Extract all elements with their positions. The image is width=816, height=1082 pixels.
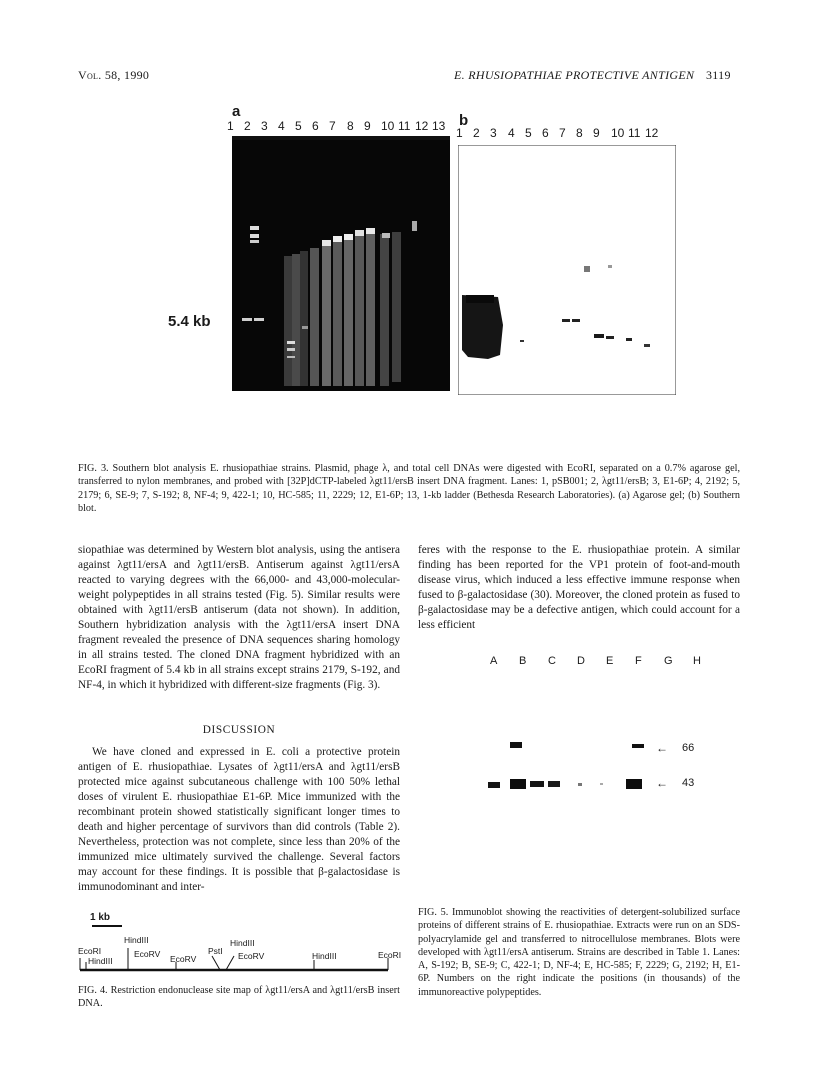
- fig3-agarose-gel: [232, 136, 450, 396]
- fig3-lane-b-7: 7: [559, 126, 566, 140]
- fig5-lane-2: B: [519, 655, 527, 667]
- fig3-southern-blot: [458, 145, 676, 400]
- fig3-lane-a-9: 9: [364, 119, 371, 133]
- fig4-restriction-map: [78, 912, 408, 978]
- fig3-lane-b-6: 6: [542, 126, 549, 140]
- fig3-lane-b-12: 12: [645, 126, 659, 140]
- fig3-lane-a-5: 5: [295, 119, 302, 133]
- body-paragraph-right: feres with the response to the E. rhusiopathiae protein. A similar finding has been reported for the VP1 protein of foot-and-mouth disease virus, which induced a less effective immune response when fused to β-galactosidase (30). Moreover, the cloned protein as fused to β-galactosidase may be a defective antigen, which could account for a less efficient: [418, 544, 740, 631]
- fig5-lane-3: C: [548, 655, 556, 667]
- body-paragraph-results: siopathiae was determined by Western blot analysis, using the antisera against λgt11/ersA and λgt11/ersB. Antiserum against λgt11/ersA reacted to varying degrees with the 66,000- and 43,000-molecular-weight polypeptides in all strains tested (Fig. 5). Similar results were obtained with λgt11/ersB antiserum (data not shown). In addition, Southern hybridization analysis with the λgt11/ersA insert DNA fragment revealed the presence of DNA sequences sharing homology in all strains tested. The cloned DNA fragment hybridized with an EcoRI fragment of 5.4 kb in all strains except strains 2179, S-192, and NF-4, in which it hybridized with different-size fragments (Fig. 3).: [78, 544, 400, 691]
- fig3-lane-b-2: 2: [473, 126, 480, 140]
- fig4-site-hindiii-left: HindIII: [88, 956, 113, 966]
- fig3-lane-a-4: 4: [278, 119, 285, 133]
- fig3-lane-a-10: 10: [381, 119, 395, 133]
- fig5-lane-6: F: [635, 655, 642, 667]
- fig4-site-hindiii-2: HindIII: [230, 938, 255, 948]
- fig3-caption: FIG. 3. Southern blot analysis E. rhusiopathiae strains. Plasmid, phage λ, and total cell DNAs were digested with EcoRI, separated on a 0.7% agarose gel, transferred to nylon membranes, and probed with [32P]dCTP-labeled λgt11/ersB insert DNA fragment. Lanes: 1, pSB001; 2, λgt11/ersB; 3, E1-6P; 4, 2192; 5, 2179; 6, SE-9; 7, S-192; 8, NF-4; 9, 422-1; 10, HC-585; 11, 2229; 12, E1-6P; 13, 1-kb ladder (Bethesda Research Laboratories). (a) Agarose gel; (b) Southern blot.: [78, 463, 740, 514]
- fig4-site-psti: PstI: [208, 946, 223, 956]
- fig3-lane-b-3: 3: [490, 126, 497, 140]
- fig3-lane-a-7: 7: [329, 119, 336, 133]
- fig4-site-hindiii-1: HindIII: [124, 935, 149, 945]
- fig3-lane-b-8: 8: [576, 126, 583, 140]
- fig3-lane-a-8: 8: [347, 119, 354, 133]
- fig3-panel-b-letter: b: [459, 112, 469, 129]
- fig3-lane-b-11: 11: [628, 126, 641, 140]
- fig3-lane-a-3: 3: [261, 119, 268, 133]
- running-header-volume: Vol. 58, 1990: [78, 68, 150, 82]
- fig3-lanes-a: [227, 119, 449, 137]
- fig3-lane-a-11: 11: [398, 119, 411, 133]
- fig5-lane-5: E: [606, 655, 614, 667]
- fig3-lane-a-13: 13: [432, 119, 446, 133]
- fig4-scale-label: 1 kb: [90, 912, 111, 923]
- fig3-lane-b-10: 10: [611, 126, 625, 140]
- fig5-lane-8: H: [693, 655, 701, 667]
- fig5-lane-4: D: [577, 655, 585, 667]
- body-paragraph-discussion: We have cloned and expressed in E. coli a protective protein antigen of E. rhusiopathiae. Lysates of λgt11/ersA and λgt11/ersB protected mice against subcutaneous challenge with 100 50% lethal doses of virulent E. rhusiopathiae E1-6P. Mice immunized with the recombinant protein showed statistically significant longer times to death and higher percentage of survivors than did controls (Table 2). Nevertheless, protection was not complete, since less than 20% of the immunized mice ultimately survived the challenge. Several factors may account for these findings. It is possible that β-galactosidase is immunodominant and inter-: [78, 746, 400, 893]
- fig5-caption: FIG. 5. Immunoblot showing the reactivities of detergent-solubilized surface proteins of different strains of E. rhusiopathiae. Extracts were run on an SDS-polyacrylamide gel and transferred to nitrocellulose membranes. Blots were developed with λgt11/ersA antiserum. Strains are described in Table 1. Lanes: A, S-192; B, SE-9; C, 422-1; D, NF-4; E, HC-585; F, 2229; G, 2192; H, E1-6P. Numbers on the right indicate the positions (in thousands) of the immunoreactive polypeptides.: [418, 907, 740, 998]
- fig3-panel-a-letter: a: [232, 103, 241, 120]
- fig4-site-hindiii-3: HindIII: [312, 951, 337, 961]
- fig3-lane-a-1: 1: [227, 119, 234, 133]
- fig3-lane-b-1: 1: [456, 126, 463, 140]
- running-header-title: E. RHUSIOPATHIAE PROTECTIVE ANTIGEN: [454, 68, 695, 82]
- fig5-marker-arrow-43: ←: [656, 776, 668, 790]
- fig4-site-ecorv-2: EcoRV: [170, 954, 197, 964]
- fig3-lane-b-4: 4: [508, 126, 515, 140]
- fig5-lane-7: G: [664, 655, 673, 667]
- fig4-site-ecori-right: EcoRI: [378, 950, 402, 960]
- fig3-lane-b-9: 9: [593, 126, 600, 140]
- page-number: 3119: [706, 68, 731, 82]
- fig5-marker-43: 43: [682, 777, 695, 789]
- fig3-lane-a-12: 12: [415, 119, 429, 133]
- fig4-site-ecorv-3: EcoRV: [238, 951, 265, 961]
- section-heading-discussion: DISCUSSION: [202, 724, 276, 736]
- fig3-lane-a-2: 2: [244, 119, 251, 133]
- fig4-site-ecori-left: EcoRI: [78, 946, 102, 956]
- fig3-lane-a-6: 6: [312, 119, 319, 133]
- fig5-lanes: [490, 655, 722, 671]
- fig3-lanes-b: [456, 126, 662, 144]
- fig4-site-ecorv-1: EcoRV: [134, 949, 161, 959]
- fig5-lane-1: A: [490, 655, 498, 667]
- fig5-marker-arrow-66: ←: [656, 741, 668, 755]
- fig3-lane-b-5: 5: [525, 126, 532, 140]
- fig4-caption: FIG. 4. Restriction endonuclease site map of λgt11/ersA and λgt11/ersB insert DNA.: [78, 985, 400, 1010]
- fig5-marker-66: 66: [682, 742, 695, 754]
- fig3-size-marker-label: 5.4 kb: [168, 313, 211, 330]
- fig5-immunoblot: [470, 730, 670, 805]
